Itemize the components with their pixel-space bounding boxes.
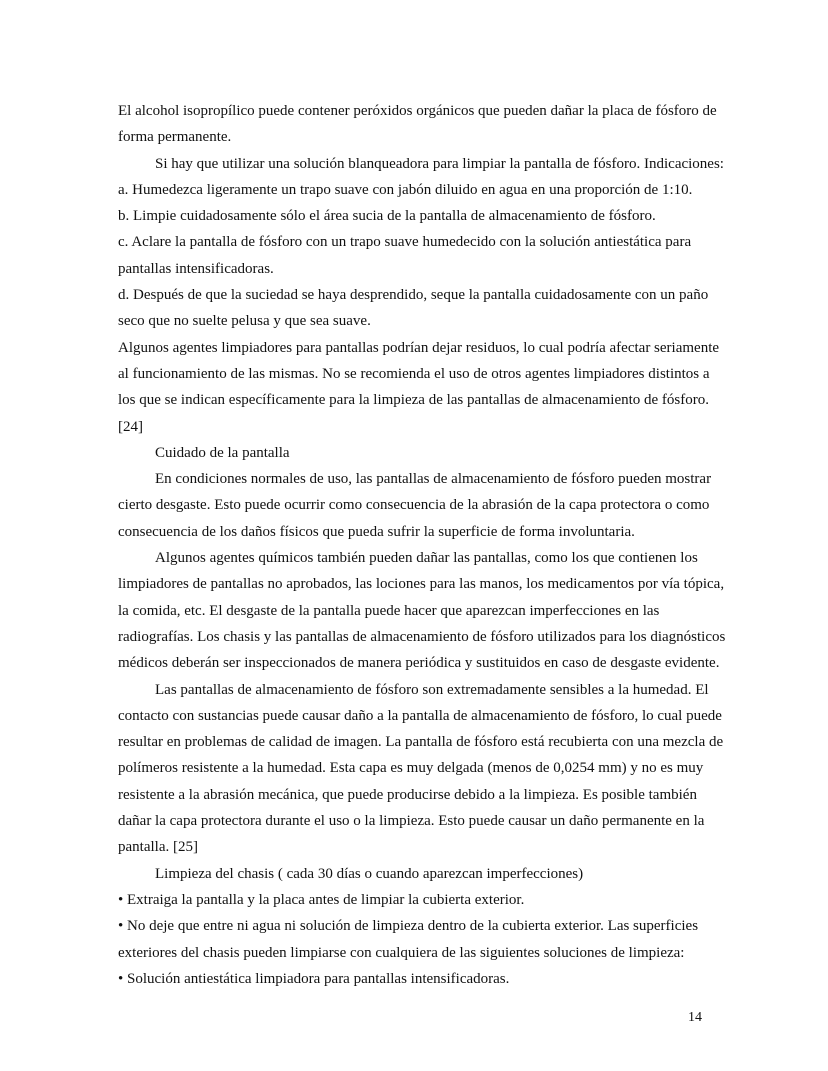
text-line: contacto con sustancias puede causar daño a la pantalla de almacenamiento de fósforo, lo cual puede xyxy=(118,707,722,724)
text-line: forma permanente. xyxy=(118,129,232,146)
text-line: cierto desgaste. Esto puede ocurrir como consecuencia de la abrasión de la capa protectora o como xyxy=(118,497,710,514)
text-line: pantallas intensificadoras. xyxy=(118,260,274,277)
text-line: Limpieza del chasis ( cada 30 días o cuando aparezcan imperfecciones) xyxy=(155,865,584,882)
text-line: resultar en problemas de calidad de imagen. La pantalla de fósforo está recubierta con una mezcla de xyxy=(118,734,724,751)
text-line: seco que no suelte pelusa y que sea suave. xyxy=(118,313,371,330)
text-line: exteriores del chasis pueden limpiarse con cualquiera de las siguientes soluciones de limpieza: xyxy=(118,944,685,961)
text-line: Algunos agentes químicos también pueden dañar las pantallas, como los que contienen los xyxy=(155,550,698,567)
text-line: Si hay que utilizar una solución blanqueadora para limpiar la pantalla de fósforo. Indicaciones: xyxy=(155,155,724,172)
body-text xyxy=(118,98,738,992)
text-line: En condiciones normales de uso, las pantallas de almacenamiento de fósforo pueden mostrar xyxy=(155,471,712,488)
text-line: [24] xyxy=(118,418,143,435)
text-line: radiografías. Los chasis y las pantallas de almacenamiento de fósforo utilizados para los diagnósticos xyxy=(118,628,726,645)
text-line: El alcohol isopropílico puede contener peróxidos orgánicos que pueden dañar la placa de fósforo de xyxy=(118,103,717,119)
text-line: resistente a la abrasión mecánica, que puede producirse debido a la limpieza. Es posible también xyxy=(118,786,697,803)
text-line: a. Humedezca ligeramente un trapo suave con jabón diluido en agua en una proporción de 1:10. xyxy=(118,181,693,198)
text-line: pantalla. [25] xyxy=(118,839,198,856)
text-line: limpiadores de pantallas no aprobados, las lociones para las manos, los medicamentos por vía tópica, xyxy=(118,576,725,593)
text-line: médicos deberán ser inspeccionados de manera periódica y sustituidos en caso de desgaste evidente. xyxy=(118,655,720,672)
text-line: los que se indican específicamente para la limpieza de las pantallas de almacenamiento de fósforo. xyxy=(118,392,709,409)
text-line: la comida, etc. El desgaste de la pantalla puede hacer que aparezcan imperfecciones en las xyxy=(118,602,660,619)
text-line: d. Después de que la suciedad se haya desprendido, seque la pantalla cuidadosamente con un paño xyxy=(118,287,709,304)
text-line: • Extraiga la pantalla y la placa antes de limpiar la cubierta exterior. xyxy=(118,891,525,908)
text-line: • No deje que entre ni agua ni solución de limpieza dentro de la cubierta exterior. Las superficies xyxy=(118,918,699,935)
text-line: Cuidado de la pantalla xyxy=(155,444,290,461)
page-number: 14 xyxy=(688,1010,702,1025)
text-line: consecuencia de los daños físicos que pueda sufrir la superficie de forma involuntaria. xyxy=(118,523,635,540)
text-line: al funcionamiento de las mismas. No se recomienda el uso de otros agentes limpiadores distintos a xyxy=(118,365,710,382)
text-line: • Solución antiestática limpiadora para pantallas intensificadoras. xyxy=(118,970,510,987)
text-line: dañar la capa protectora durante el uso o la limpieza. Esto puede causar un daño permanente en la xyxy=(118,813,705,830)
text-line: Algunos agentes limpiadores para pantallas podrían dejar residuos, lo cual podría afectar seriamente xyxy=(118,339,720,356)
text-line: polímeros resistente a la humedad. Esta capa es muy delgada (menos de 0,0254 mm) y no es muy xyxy=(118,760,704,777)
text-line: c. Aclare la pantalla de fósforo con un trapo suave humedecido con la solución antiestática para xyxy=(118,234,692,251)
text-line: b. Limpie cuidadosamente sólo el área sucia de la pantalla de almacenamiento de fósforo. xyxy=(118,208,656,225)
text-line: Las pantallas de almacenamiento de fósforo son extremadamente sensibles a la humedad. El xyxy=(155,681,709,698)
